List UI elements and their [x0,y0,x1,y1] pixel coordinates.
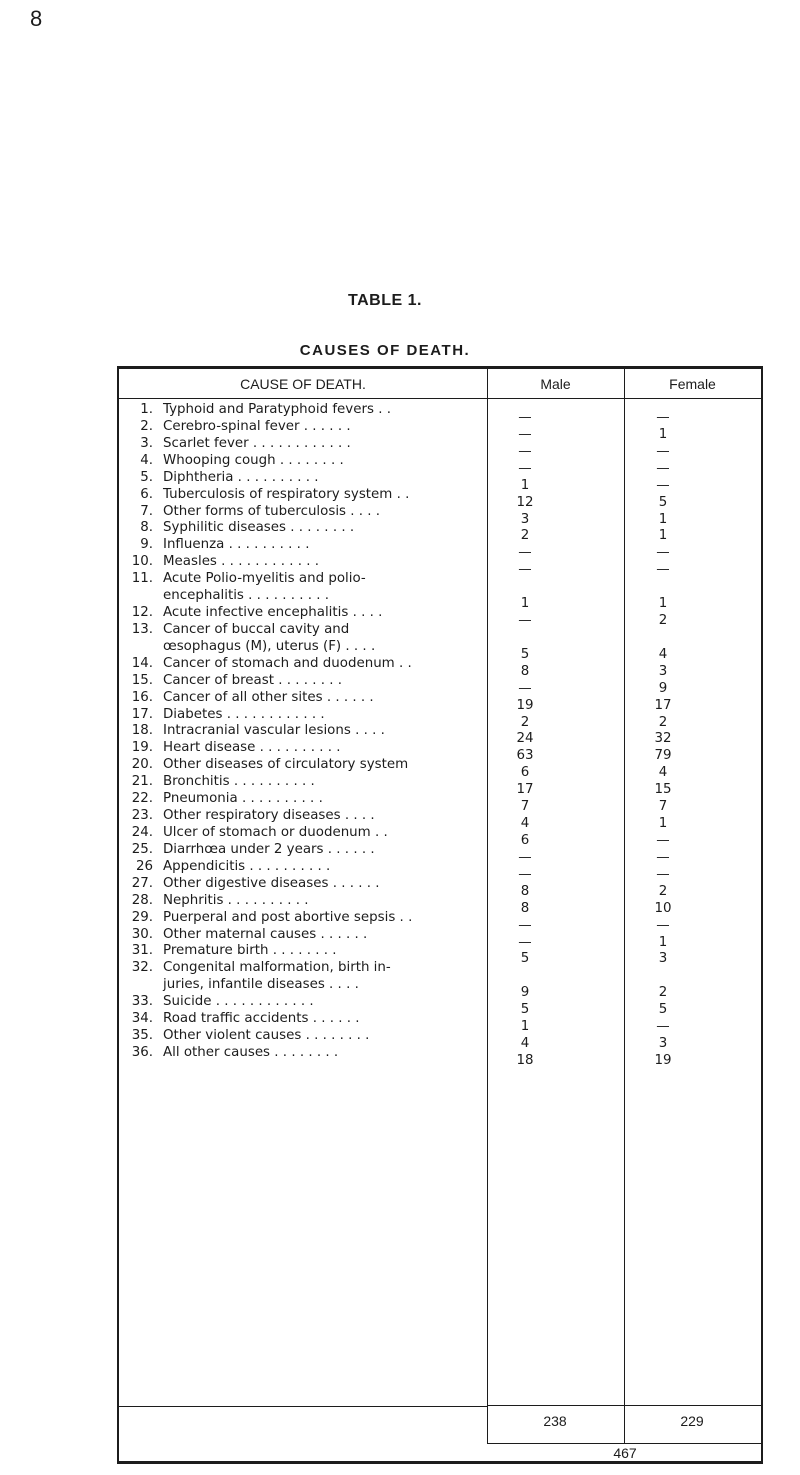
female-value: 3 [658,663,668,679]
cause-row [130,927,367,943]
cause-number: 15. [131,672,153,688]
cause-row [130,656,412,672]
female-value: 5 [658,1002,668,1018]
male-value: 9 [520,985,530,1001]
male-value: 5 [520,646,530,662]
cause-row [130,1028,369,1044]
cause-row [130,402,391,418]
cause-label: Other diseases of circulatory system [163,757,409,773]
cause-label: Premature birth . . . . . . . . [163,943,337,959]
cause-number: 17. [131,706,153,722]
bottom-rule [117,1461,763,1464]
female-value: — [656,849,670,865]
cause-number: 28. [131,892,153,908]
female-value: 3 [658,1036,668,1052]
cause-number: 26 [135,858,153,874]
cause-label: Syphilitic diseases . . . . . . . . [163,520,355,536]
cause-row [130,1045,338,1061]
male-value: — [518,426,532,442]
cause-row [130,910,412,926]
male-value: — [518,917,532,933]
cause-number: 33. [131,994,153,1010]
male-value: — [518,460,532,476]
female-value: — [656,410,670,425]
female-value: — [656,460,670,476]
cause-label: Typhoid and Paratyphoid fevers . . [163,402,391,417]
right-rule [761,366,763,1464]
cause-label: Acute infective encephalitis . . . . [163,605,383,621]
female-value: 4 [658,765,668,781]
male-value: — [518,545,532,561]
cause-label: Measles . . . . . . . . . . . . [163,554,320,570]
female-value: 15 [654,782,672,798]
male-value: 12 [516,494,534,510]
cause-row [130,825,388,841]
female-value: 1 [658,511,668,527]
cause-number: 19. [131,740,153,756]
male-value: 5 [520,1002,530,1018]
cause-label: Intracranial vascular lesions . . . . [163,723,385,739]
cause-row [130,893,309,909]
male-value: 6 [520,765,530,781]
cause-number: 22. [131,791,153,807]
cause-label: Diarrhœa under 2 years . . . . . . [163,841,375,857]
cause-number: 10. [131,554,153,570]
female-value: 1 [658,426,668,442]
female-value: — [656,545,670,561]
cause-row [130,673,342,689]
cause-label: Tuberculosis of respiratory system . . [163,486,410,502]
cause-number: 23. [131,808,153,824]
female-value: 2 [658,985,668,1001]
female-value: 5 [658,494,668,510]
cause-number: 14. [131,655,153,671]
cause-number: 12. [131,605,153,621]
cause-label: Heart disease . . . . . . . . . . [163,740,341,756]
male-value: 6 [520,833,530,848]
cause-row [130,622,349,638]
cause-number: 25. [131,841,153,857]
cause-number: 32. [131,960,153,976]
female-value: 17 [654,697,672,713]
cause-row [130,740,341,756]
male-value: 7 [520,799,530,815]
cause-label: Whooping cough . . . . . . . . [163,452,344,468]
cause-label: Other respiratory diseases . . . . [163,808,375,824]
header-rule [119,398,761,399]
table-title: TABLE 1. [348,292,422,309]
cause-row [130,808,375,824]
male-value: — [518,866,532,882]
grand-total-rule [487,1443,761,1444]
female-value: 2 [658,613,668,629]
cause-number: 18. [131,723,153,739]
female-value: 32 [654,731,672,747]
female-value: — [656,477,670,493]
female-value: — [656,443,670,459]
cause-row [130,943,337,959]
male-value: 5 [520,951,530,967]
female-value: 9 [658,680,668,696]
male-value: 1 [520,1019,530,1035]
male-total: 238 [543,1413,567,1429]
cause-number: 34. [131,1011,153,1027]
cause-row [130,859,330,875]
cause-label: Congenital malformation, birth in- [163,960,391,976]
cause-row [130,757,408,773]
cause-row [130,842,375,858]
cause-row [130,707,325,723]
male-column-rule [487,368,488,1443]
male-value: 1 [520,596,530,612]
female-value: — [656,1019,670,1035]
cause-row [130,690,374,706]
female-value: 2 [658,714,668,730]
cause-row [130,960,391,976]
cause-row [130,605,382,621]
cause-row [130,419,351,435]
cause-row [130,487,409,503]
cause-number: 16. [131,689,153,705]
cause-label: Diabetes . . . . . . . . . . . . [163,706,325,722]
cause-label: Suicide . . . . . . . . . . . . [163,994,314,1010]
cause-number: 8. [140,520,153,536]
cause-row [130,453,344,469]
cause-label: Pneumonia . . . . . . . . . . [163,791,323,807]
female-value: — [656,562,670,578]
cause-number: 9. [140,537,153,553]
cause-number: 13. [131,621,153,637]
cause-label: Bronchitis . . . . . . . . . . [163,774,315,790]
cause-number: 20. [131,757,153,773]
male-value: 17 [516,782,534,798]
male-value: 8 [520,900,530,916]
cause-row [130,470,319,486]
cause-row [130,554,319,570]
cause-label: Ulcer of stomach or duodenum . . [163,825,388,840]
cause-number: 5. [140,469,153,485]
male-value: 3 [520,511,530,527]
cause-label: Cancer of stomach and duodenum . . [163,655,412,671]
cause-number: 27. [131,875,153,891]
cause-number: 21. [131,774,153,790]
cause-label: Acute Polio-myelitis and polio- [163,571,366,587]
female-value: 2 [658,883,668,899]
cause-label: Influenza . . . . . . . . . . [163,537,310,553]
cause-number: 4. [140,452,153,468]
left-rule [117,366,119,1464]
female-value: 79 [654,748,672,764]
male-value: 2 [520,714,530,730]
page-number: 8 [30,6,43,31]
male-value: — [518,613,532,629]
cause-column-header: CAUSE OF DEATH. [240,376,366,392]
female-value: 7 [658,799,668,815]
cause-row [130,436,351,452]
female-value: 3 [658,951,668,967]
cause-number: 3. [140,435,153,451]
cause-label: Cancer of buccal cavity and [163,621,350,637]
male-value: — [518,680,532,696]
cause-number: 30. [131,926,153,942]
cause-number: 36. [131,1044,153,1060]
cause-row [130,774,315,790]
cause-row [130,994,314,1010]
cause-number: 31. [131,943,153,959]
cause-label: Puerperal and post abortive sepsis . . [163,909,413,925]
cause-row [130,723,385,739]
cause-row [130,504,380,520]
female-column-header: Female [669,376,716,392]
female-value: — [656,833,670,848]
cause-total-rule [119,1406,487,1407]
cause-label: Other digestive diseases . . . . . . [163,875,380,891]
cause-label: Other maternal causes . . . . . . [163,926,368,942]
cause-label: Scarlet fever . . . . . . . . . . . . [163,435,351,451]
female-value: 1 [658,816,668,832]
cause-number: 2. [140,418,153,434]
cause-label-continuation: encephalitis . . . . . . . . . . [163,588,330,604]
female-value: 10 [654,900,672,916]
cause-label-continuation: juries, infantile diseases . . . . [163,977,359,993]
cause-label: Other forms of tuberculosis . . . . [163,503,381,519]
cause-row [130,571,366,587]
male-value: 2 [520,528,530,544]
male-value: 4 [520,1036,530,1052]
cause-number: 6. [140,486,153,502]
cause-label: All other causes . . . . . . . . [163,1044,339,1060]
male-value: — [518,934,532,950]
cause-label: Road traffic accidents . . . . . . [163,1011,360,1027]
cause-label: Cerebro-spinal fever . . . . . . [163,418,351,434]
male-value: 63 [516,748,534,764]
cause-number: 11. [131,571,153,587]
cause-label: Cancer of all other sites . . . . . . [163,689,374,705]
cause-number: 1. [140,402,153,417]
male-value: 1 [520,477,530,493]
male-column-header: Male [540,376,571,392]
female-value: — [656,866,670,882]
cause-label: Other violent causes . . . . . . . . [163,1028,370,1044]
female-column-rule [624,368,625,1443]
cause-row [130,791,323,807]
female-total: 229 [680,1413,704,1429]
cause-number: 35. [131,1028,153,1044]
male-value: 18 [516,1052,534,1068]
male-value: 19 [516,697,534,713]
male-value: — [518,410,532,425]
male-value: — [518,443,532,459]
cause-number: 24. [131,825,153,840]
subtotal-rule [487,1405,761,1406]
cause-label: Nephritis . . . . . . . . . . [163,892,309,908]
female-value: 19 [654,1052,672,1068]
cause-row [130,537,309,553]
top-rule [117,366,763,369]
cause-number: 7. [140,503,153,519]
cause-label: Diphtheria . . . . . . . . . . [163,469,319,485]
table-subtitle: CAUSES OF DEATH. [299,342,471,359]
female-value: 1 [658,528,668,544]
cause-label: Cancer of breast . . . . . . . . [163,672,343,688]
cause-label: Appendicitis . . . . . . . . . . [163,858,331,874]
cause-row [130,520,354,536]
cause-label-continuation: œsophagus (M), uterus (F) . . . . [163,638,376,654]
male-value: — [518,849,532,865]
cause-row [130,876,380,892]
female-value: 4 [658,646,668,662]
female-value: 1 [658,596,668,612]
male-value: 8 [520,663,530,679]
female-value: 1 [658,934,668,950]
female-value: — [656,917,670,933]
cause-row [130,1011,360,1027]
grand-total: 467 [613,1445,637,1461]
cause-number: 29. [131,909,153,925]
male-value: 8 [520,883,530,899]
male-value: — [518,562,532,578]
male-value: 4 [520,816,530,832]
male-value: 24 [516,731,534,747]
